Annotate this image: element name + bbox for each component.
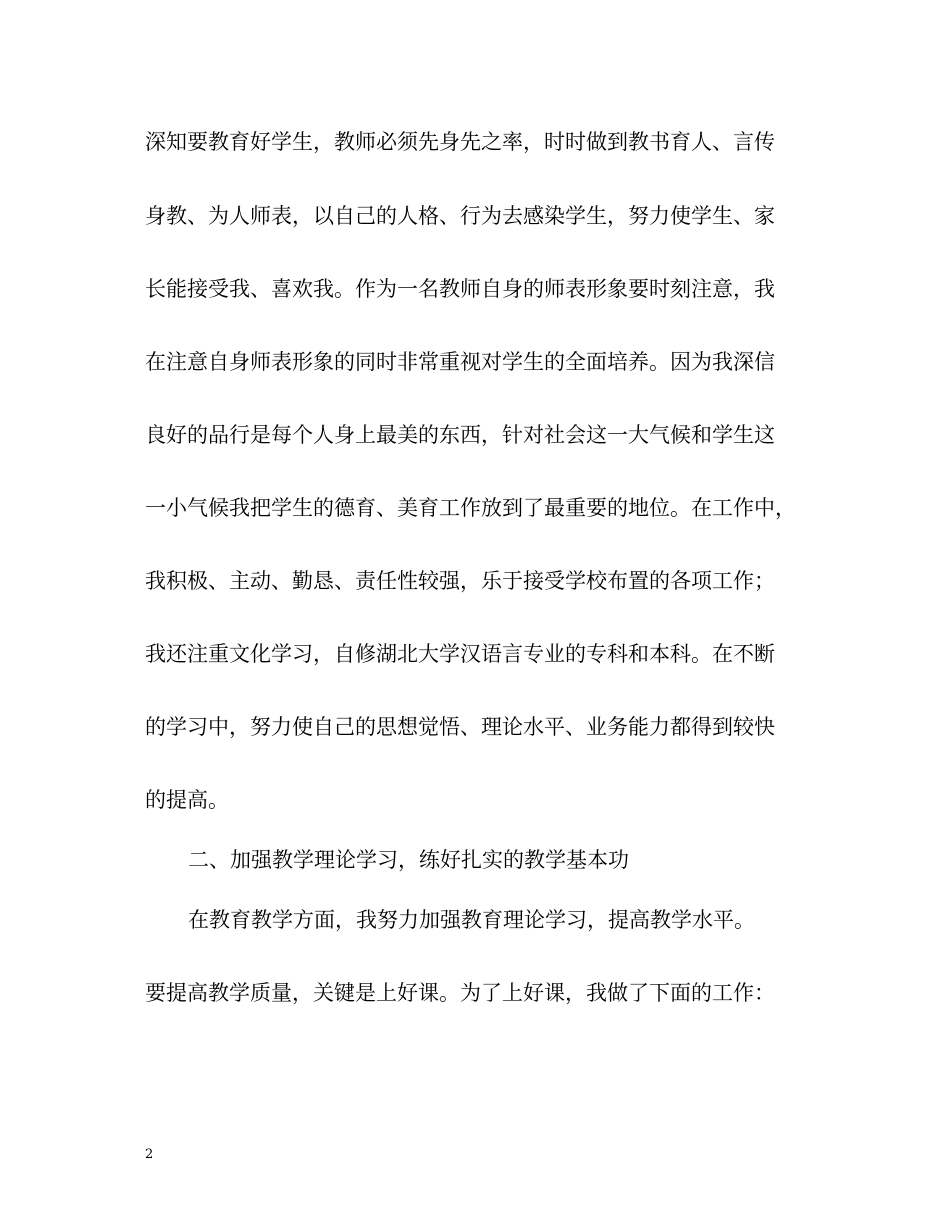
body-text-line: 的提高。 bbox=[145, 788, 229, 812]
body-text-line: 身教、为人师表，以自己的人格、行为去感染学生，努力使学生、家 bbox=[145, 204, 775, 228]
body-text-line: 要提高教学质量，关键是上好课。为了上好课，我做了下面的工作： bbox=[145, 981, 775, 1005]
body-text-line: 良好的品行是每个人身上最美的东西，针对社会这一大气候和学生这 bbox=[145, 423, 775, 447]
body-text-line: 一小气候我把学生的德育、美育工作放到了最重要的地位。在工作中， bbox=[145, 496, 796, 520]
body-text-line: 长能接受我、喜欢我。作为一名教师自身的师表形象要时刻注意，我 bbox=[145, 277, 775, 301]
paragraph-first-line: 在教育教学方面，我努力加强教育理论学习，提高教学水平。 bbox=[188, 908, 755, 932]
body-text-line: 我积极、主动、勤恳、责任性较强，乐于接受学校布置的各项工作； bbox=[145, 569, 775, 593]
body-text-line: 在注意自身师表形象的同时非常重视对学生的全面培养。因为我深信 bbox=[145, 350, 775, 374]
page-number: 2 bbox=[145, 1147, 154, 1162]
body-text-line: 的学习中，努力使自己的思想觉悟、理论水平、业务能力都得到较快 bbox=[145, 715, 775, 739]
section-heading: 二、加强教学理论学习，练好扎实的教学基本功 bbox=[188, 848, 629, 872]
body-text-line: 深知要教育好学生，教师必须先身先之率，时时做到教书育人、言传 bbox=[145, 130, 775, 154]
body-text-line: 我还注重文化学习，自修湖北大学汉语言专业的专科和本科。在不断 bbox=[145, 642, 775, 666]
